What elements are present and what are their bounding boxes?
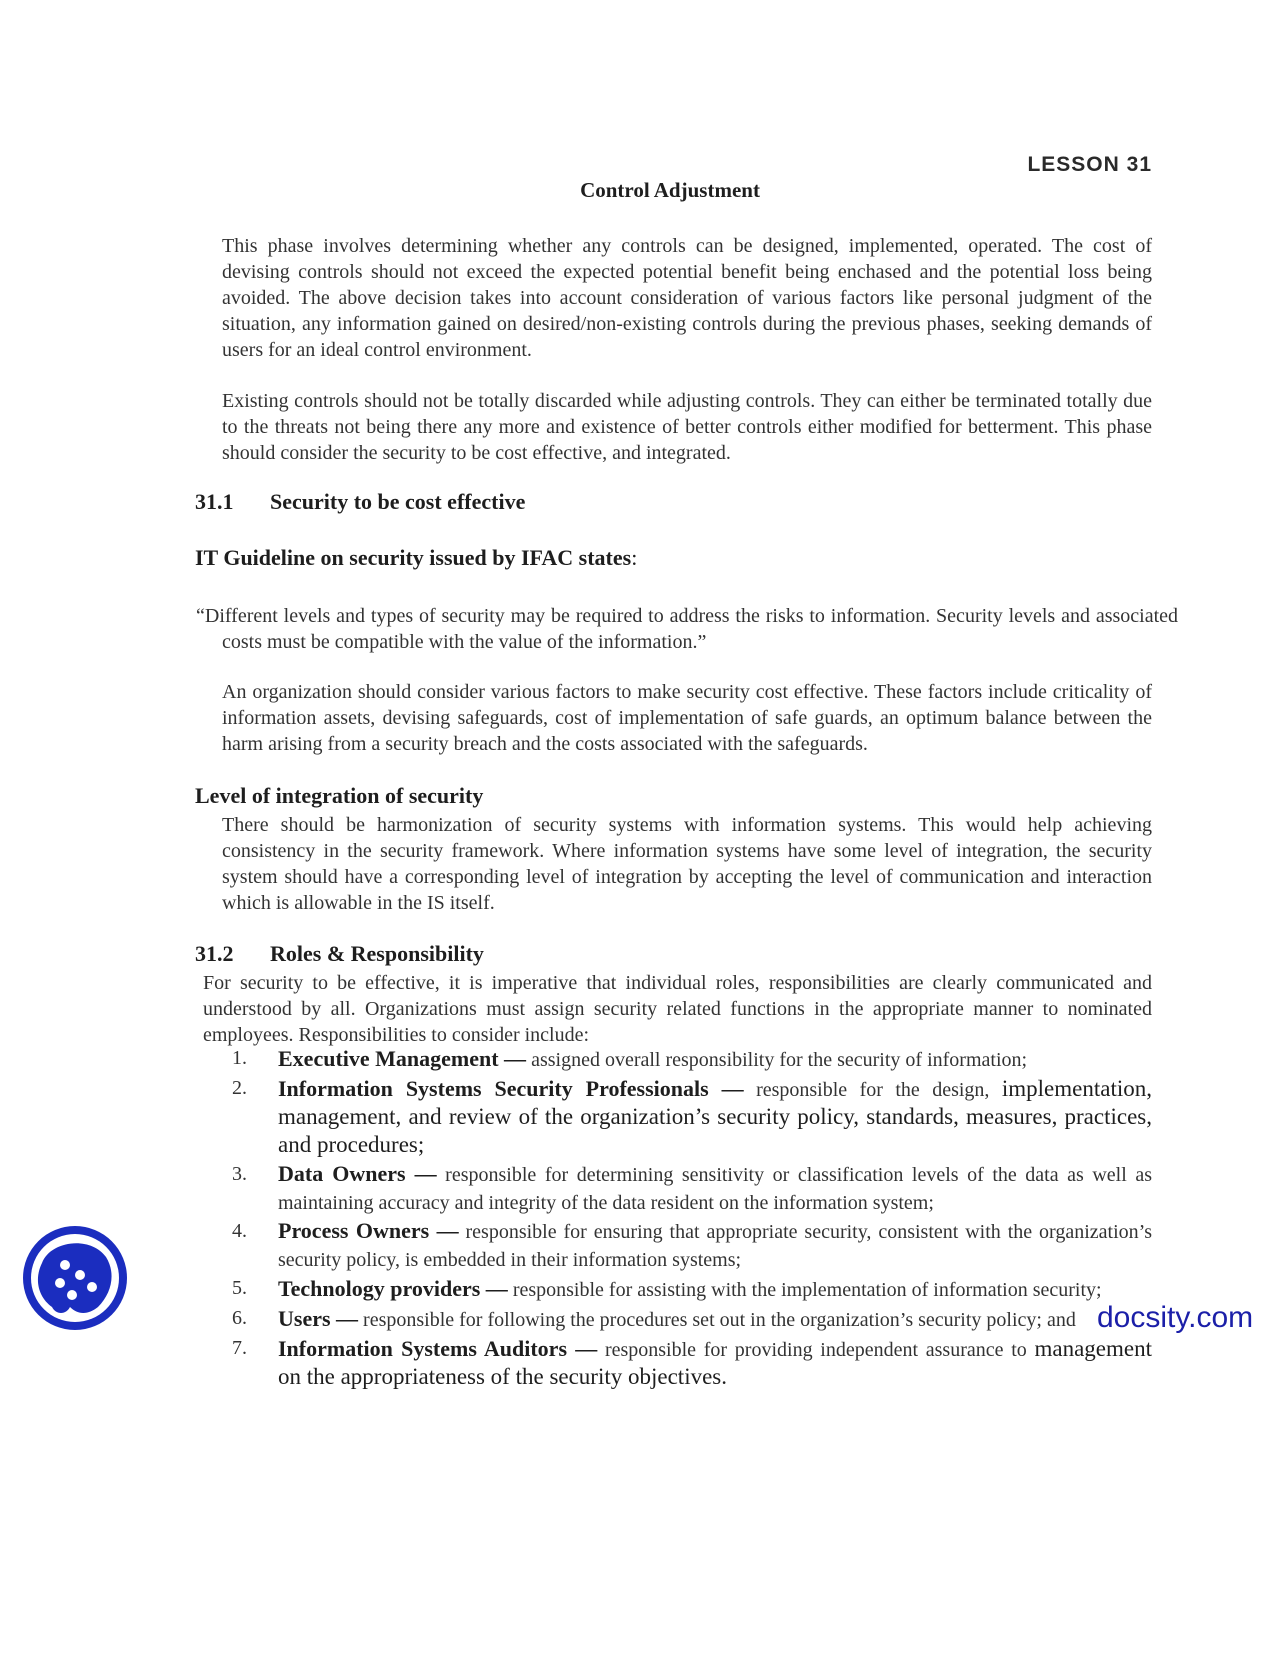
list-item: [232, 1305, 1152, 1333]
section-number: 31.2: [195, 941, 234, 966]
lesson-label: LESSON 31: [1027, 153, 1152, 176]
list-item: [232, 1045, 1152, 1073]
list-item: [232, 1275, 1152, 1303]
role-text: responsible for determining sensitivity or classification levels of the data as well as maintaining accuracy and integrity of the data resident on the information system;: [278, 1164, 1152, 1214]
role-text: responsible for following the procedures set out in the organization’s security policy; and: [358, 1309, 1076, 1331]
docsity-watermark[interactable]: docsity.com: [1097, 1301, 1254, 1334]
section-title: Security to be cost effective: [270, 489, 526, 514]
list-number: 1.: [232, 1047, 247, 1069]
section-heading-31-1: [195, 489, 525, 515]
list-item: [232, 1075, 1152, 1159]
list-number: 6.: [232, 1307, 247, 1329]
list-item-body: [278, 1218, 1152, 1273]
list-item-body: [278, 1305, 1152, 1333]
roles-list: [232, 1045, 1152, 1393]
cost-effective-paragraph: An organization should consider various factors to make security cost effective. These factors include criticality of information assets, devising safeguards, cost of implementation of safe guards, an optimum balance between the harm arising from a security breach and the costs associated with the safeguards.: [222, 681, 1152, 755]
role-term: Information Systems Auditors —: [278, 1336, 598, 1361]
list-item: [232, 1335, 1152, 1391]
ifac-heading-colon: :: [631, 545, 638, 570]
role-text: responsible for the design,: [743, 1079, 1002, 1101]
ifac-heading-text: IT Guideline on security issued by IFAC states: [195, 545, 632, 570]
role-text-large: management on the appropriateness of the security objectives.: [278, 1336, 1152, 1389]
list-number: 7.: [232, 1337, 247, 1359]
list-number: 4.: [232, 1220, 247, 1242]
role-text: assigned overall responsibility for the security of information;: [526, 1049, 1028, 1071]
ifac-quote: “Different levels and types of security may be required to address the risks to information. Security levels and associated costs must be compatible with the value of the information.”: [196, 605, 1178, 653]
section-title: Roles & Responsibility: [270, 941, 484, 966]
role-text-large: implementation, management, and review of the organization’s security policy, standards, measures, practices, and procedures;: [278, 1076, 1152, 1157]
list-item-body: [278, 1075, 1152, 1159]
integration-heading: Level of integration of security: [195, 783, 484, 808]
list-item-body: [278, 1335, 1152, 1391]
role-text: responsible for assisting with the implementation of information security;: [507, 1279, 1102, 1301]
list-number: 3.: [232, 1163, 247, 1185]
role-text: responsible for ensuring that appropriate security, consistent with the organization’s security policy, is embedded in their information systems;: [278, 1221, 1152, 1271]
role-term: Users —: [278, 1306, 359, 1331]
role-term: Data Owners —: [278, 1161, 437, 1186]
docsity-logo-icon: [20, 1223, 130, 1333]
list-number: 2.: [232, 1077, 247, 1099]
ifac-heading: [195, 545, 637, 571]
role-term: Executive Management —: [278, 1046, 527, 1071]
intro-paragraph-1: This phase involves determining whether any controls can be designed, implemented, operated. The cost of devising controls should not exceed the expected potential benefit being enchased and the potential loss being avoided. The above decision takes into account consideration of various factors like personal judgment of the situation, any information gained on desired/non-existing controls during the previous phases, seeking demands of users for an ideal control environment.: [222, 235, 1152, 361]
intro-paragraph-2: Existing controls should not be totally discarded while adjusting controls. They can either be terminated totally due to the threats not being there any more and existence of better controls either modified for betterment. This phase should consider the security to be cost effective, and integrated.: [222, 390, 1152, 464]
role-term: Information Systems Security Professionals —: [278, 1076, 744, 1101]
list-item: [232, 1161, 1152, 1216]
role-term: Process Owners —: [278, 1218, 459, 1243]
role-text: responsible for providing independent assurance to: [597, 1339, 1035, 1361]
section-heading-31-2: [195, 941, 484, 967]
page-title: Control Adjustment: [580, 178, 760, 202]
roles-intro-paragraph: For security to be effective, it is imperative that individual roles, responsibilities are clearly communicated and understood by all. Organizations must assign security related functions in the appropriate manner to nominated employees. Responsibilities to consider include:: [203, 972, 1152, 1046]
list-item-body: [278, 1275, 1152, 1303]
list-item-body: [278, 1045, 1152, 1073]
list-number: 5.: [232, 1277, 247, 1299]
section-number: 31.1: [195, 489, 234, 514]
list-item-body: [278, 1161, 1152, 1216]
integration-paragraph: There should be harmonization of security systems with information systems. This would help achieving consistency in the security framework. Where information systems have some level of integration, the security system should have a corresponding level of integration by accepting the level of communication and interaction which is allowable in the IS itself.: [222, 814, 1152, 914]
role-term: Technology providers —: [278, 1276, 508, 1301]
list-item: [232, 1218, 1152, 1273]
